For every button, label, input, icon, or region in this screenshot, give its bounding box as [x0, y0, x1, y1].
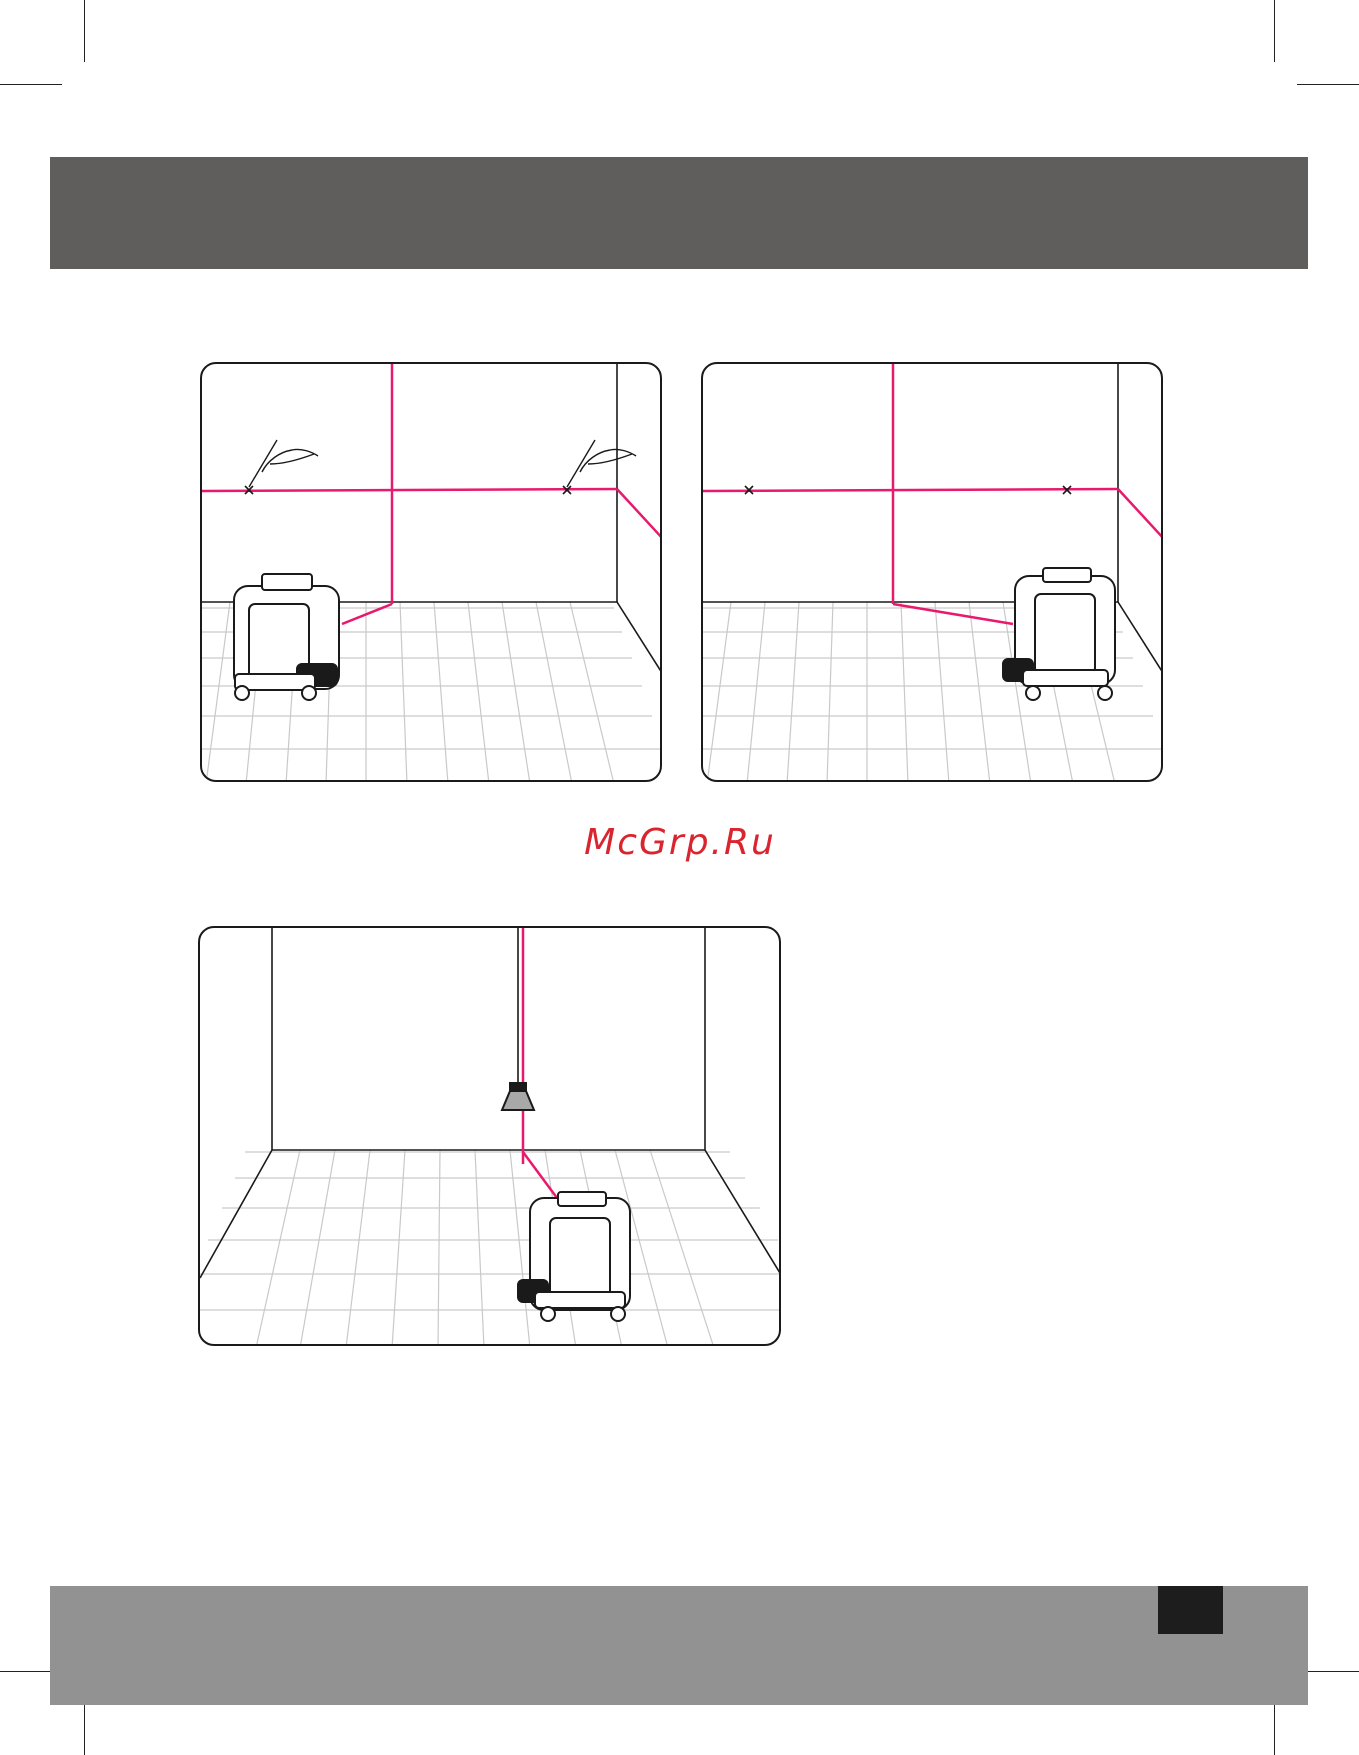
- laser-level: [234, 574, 339, 700]
- figure-3: [198, 926, 781, 1346]
- laser-level: [1003, 568, 1115, 700]
- page-number-box: [1158, 1586, 1223, 1634]
- crop-mark: [0, 84, 62, 85]
- room-walls: [200, 928, 781, 1278]
- crop-mark: [1274, 0, 1275, 62]
- plumb-bob-icon: [502, 1083, 534, 1110]
- laser-lines: [523, 928, 560, 1202]
- laser-level: [518, 1192, 630, 1321]
- pencil-hand-icon: [249, 440, 318, 487]
- pencil-hand-icon: [567, 440, 636, 487]
- crop-mark: [1297, 84, 1359, 85]
- figure-2: [701, 362, 1163, 782]
- figure-1: [200, 362, 662, 782]
- header-band: [50, 157, 1308, 269]
- footer-band: [50, 1586, 1308, 1705]
- crop-mark: [84, 0, 85, 62]
- floor-grid: [200, 1150, 781, 1346]
- watermark: McGrp.Ru: [584, 822, 776, 863]
